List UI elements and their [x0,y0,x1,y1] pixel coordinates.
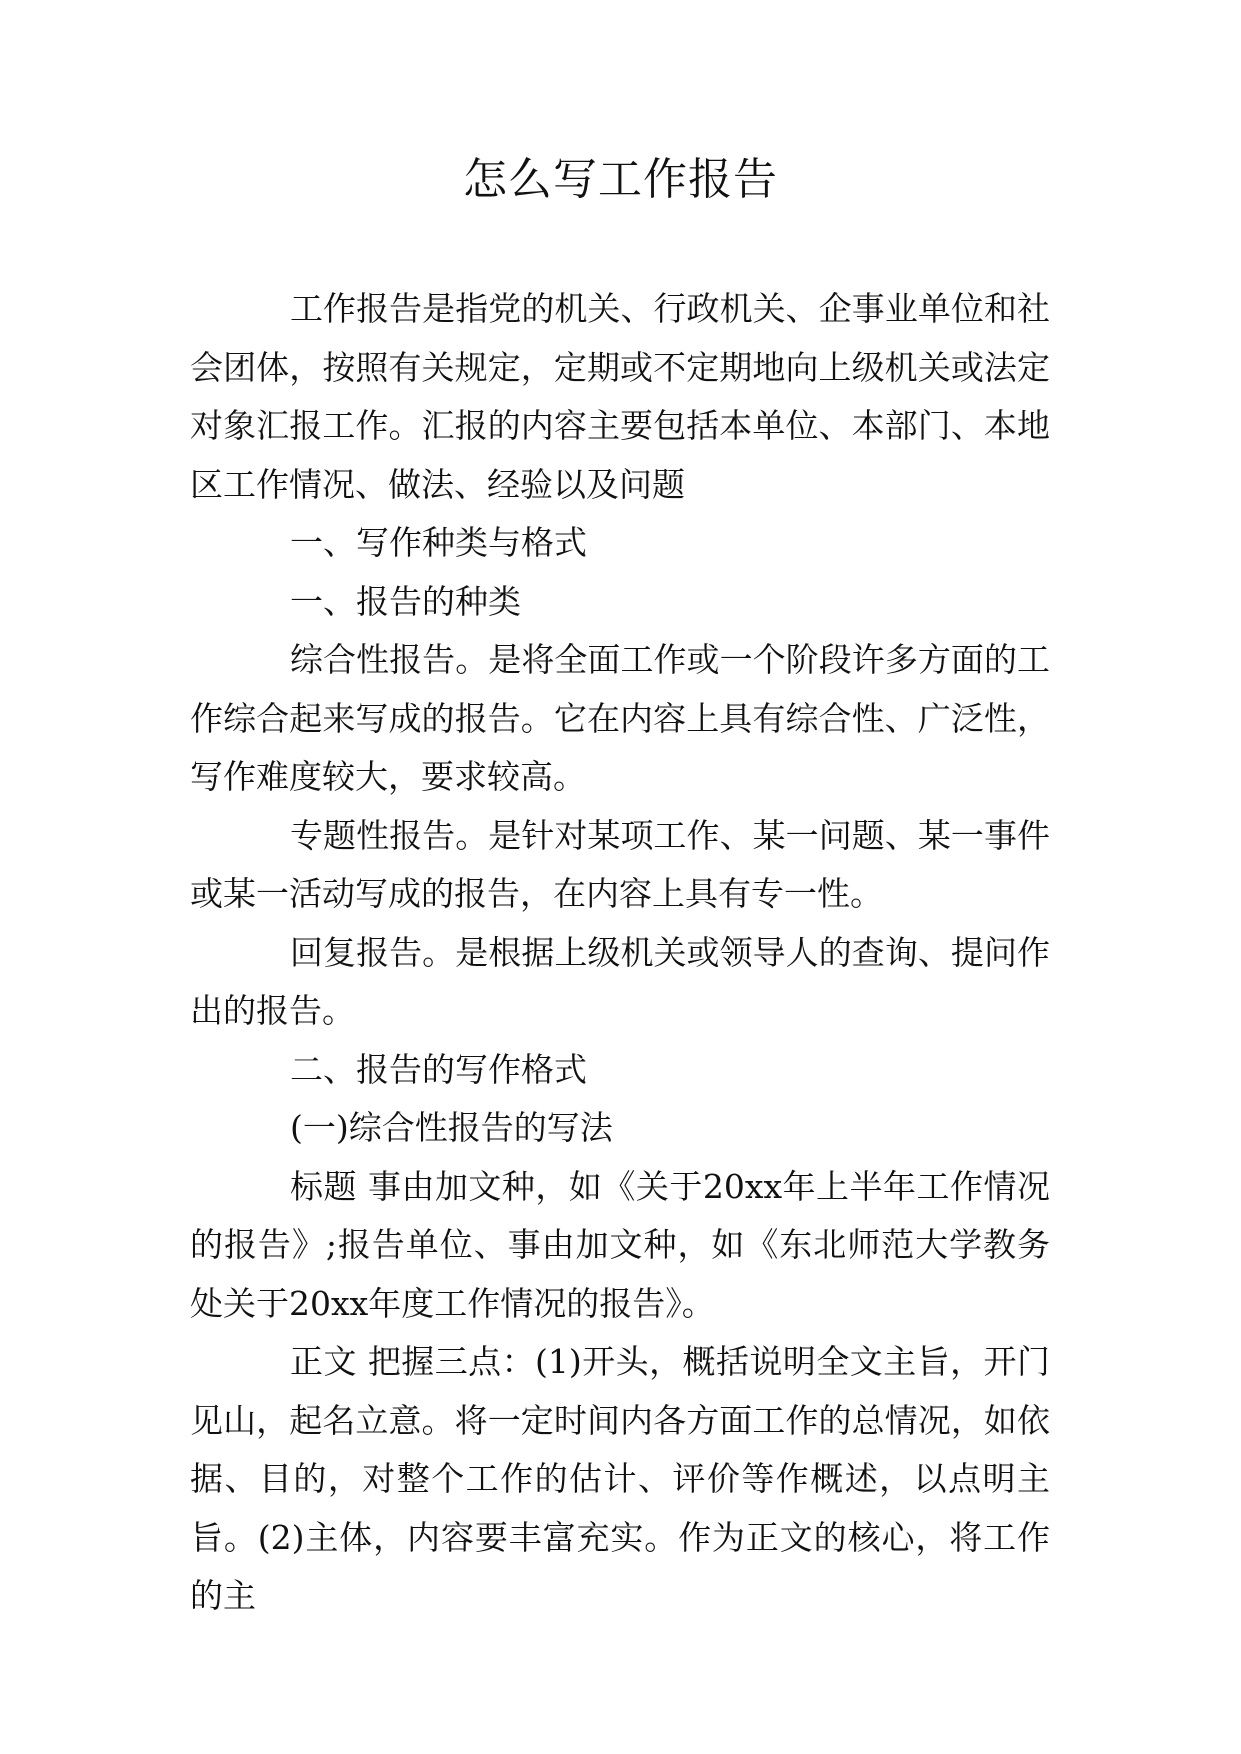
paragraph-intro: 工作报告是指党的机关、行政机关、企事业单位和社会团体，按照有关规定，定期或不定期地向上级机关或法定对象汇报工作。汇报的内容主要包括本单位、本部门、本地区工作情况、做法、经验以及问题 [190,289,1050,504]
paragraph-title-section: 标题 事由加文种，如《关于20xx年上半年工作情况的报告》;报告单位、事由加文种，如《东北师范大学教务处关于20xx年度工作情况的报告》。 [190,1166,1050,1323]
paragraph-reply-report: 回复报告。是根据上级机关或领导人的查询、提问作出的报告。 [190,932,1050,1030]
document-body [190,280,1050,1626]
heading-writing-types-and-format: 一、写作种类与格式 [290,523,587,562]
heading-comprehensive-report-method: (一)综合性报告的写法 [290,1108,613,1147]
paragraph-special-report: 专题性报告。是针对某项工作、某一问题、某一事件或某一活动写成的报告，在内容上具有专一性。 [190,815,1050,913]
heading-report-format: 二、报告的写作格式 [290,1049,587,1089]
paragraph-comprehensive-report: 综合性报告。是将全面工作或一个阶段许多方面的工作综合起来写成的报告。它在内容上具有综合性、广泛性，写作难度较大，要求较高。 [190,640,1050,796]
document-title: 怎么写工作报告 [463,154,778,205]
heading-report-types: 一、报告的种类 [290,581,521,621]
paragraph-body-section: 正文 把握三点：(1)开头，概括说明全文主旨，开门见山，起名立意。将一定时间内各方面工作的总情况，如依据、目的，对整个工作的估计、评价等作概述，以点明主旨。(2)主体，内容要丰富充实。作为正文的核心，将工作的主 [190,1342,1050,1615]
